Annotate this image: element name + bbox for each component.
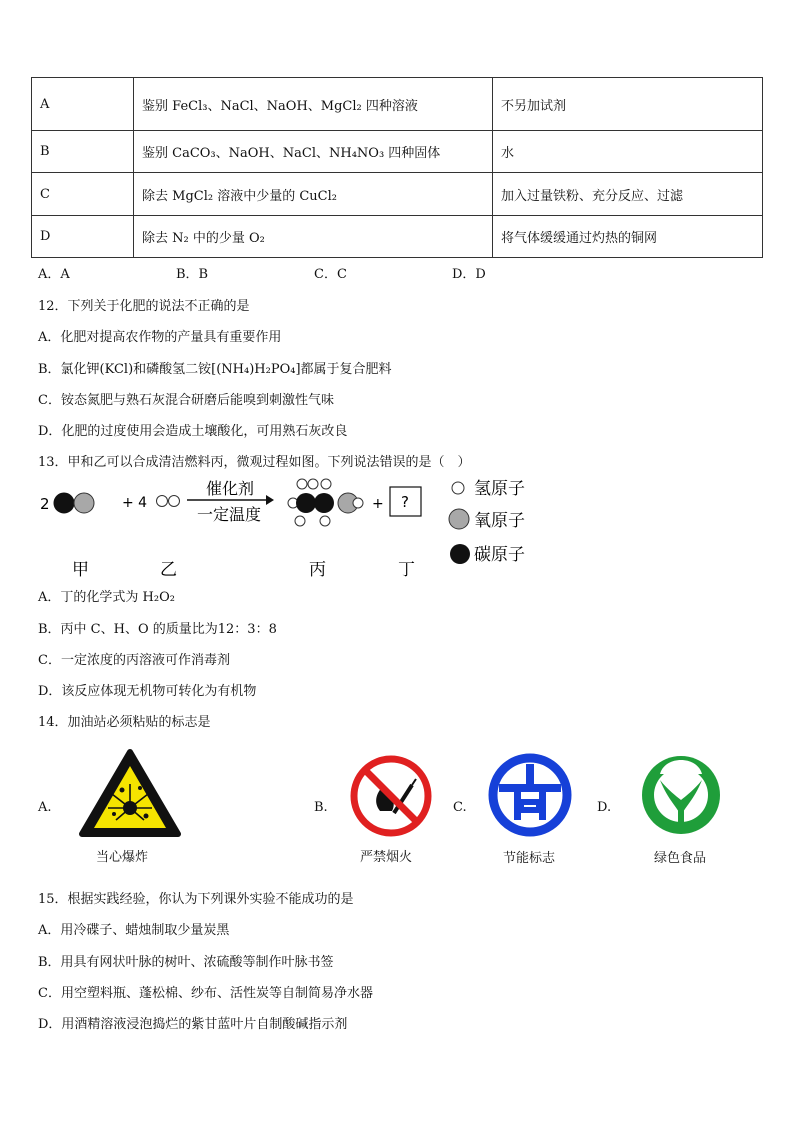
table-row [32, 173, 763, 216]
row-method: 不另加试剂 [493, 78, 763, 131]
choice-a[interactable]: A．A [38, 267, 70, 282]
row-task: 除去 MgCl₂ 溶液中少量的 CuCl₂ [134, 173, 493, 216]
label-ding: 丁 [398, 560, 415, 580]
q12-option-c[interactable]: C．铵态氮肥与熟石灰混合研磨后能嗅到刺激性气味 [38, 393, 334, 408]
options-table [31, 77, 763, 258]
row-task: 鉴别 CaCO₃、NaOH、NaCl、NH₄NO₃ 四种固体 [134, 131, 493, 173]
q15-option-d[interactable]: D．用酒精溶液浸泡捣烂的紫甘蓝叶片自制酸碱指示剂 [38, 1017, 348, 1032]
q15-option-a[interactable]: A．用冷碟子、蜡烛制取少量炭黑 [38, 923, 230, 938]
row-method: 水 [493, 131, 763, 173]
caption-energy-saving: 节能标志 [503, 851, 556, 866]
label-jia: 甲 [72, 560, 89, 580]
label-yi: 乙 [160, 560, 177, 580]
label-bing: 丙 [309, 560, 326, 580]
q14-stem: 14．加油站必须粘贴的标志是 [38, 715, 211, 730]
energy-saving-icon[interactable] [487, 752, 573, 838]
caption-green-food: 绿色食品 [654, 851, 707, 866]
molecule-yi [157, 496, 180, 507]
choice-c[interactable]: C．C [314, 267, 347, 282]
choice-d[interactable]: D．D [452, 267, 486, 282]
caption-no-fire: 严禁烟火 [360, 850, 413, 865]
row-task: 除去 N₂ 中的少量 O₂ [134, 216, 493, 258]
plus-sign: + [372, 496, 384, 512]
legend-hydrogen: 氢原子 [474, 479, 525, 499]
q13-option-a[interactable]: A．丁的化学式为 H₂O₂ [38, 590, 175, 605]
coef-yi: + 4 [122, 495, 148, 511]
q12-option-d[interactable]: D．化肥的过度使用会造成土壤酸化，可用熟石灰改良 [38, 424, 348, 439]
table-row [32, 131, 763, 173]
q12-option-a[interactable]: A．化肥对提高农作物的产量具有重要作用 [38, 330, 282, 345]
row-method: 加入过量铁粉、充分反应、过滤 [493, 173, 763, 216]
molecule-bing [288, 479, 363, 526]
condition-catalyst: 催化剂 [205, 479, 255, 498]
row-method: 将气体缓缓通过灼热的铜网 [493, 216, 763, 258]
unknown-mark: ? [401, 493, 409, 511]
condition-temperature: 一定温度 [196, 505, 262, 524]
legend-carbon-icon [450, 544, 470, 564]
choice-b[interactable]: B．B [176, 267, 209, 282]
q14-letter-c[interactable]: C. [453, 800, 467, 815]
table-row [32, 216, 763, 258]
molecule-jia [54, 493, 94, 513]
q15-option-b[interactable]: B．用具有网状叶脉的树叶、浓硫酸等制作叶脉书签 [38, 955, 334, 970]
row-label: B [32, 131, 134, 173]
q11-choices [38, 263, 590, 282]
q13-option-b[interactable]: B．丙中 C、H、O 的质量比为12：3：8 [38, 622, 277, 637]
q14-letter-a[interactable]: A. [38, 800, 52, 815]
q12-option-b[interactable]: B．氯化钾(KCl)和磷酸氢二铵[(NH₄)H₂PO₄]都属于复合肥料 [38, 362, 392, 377]
q13-option-c[interactable]: C．一定浓度的丙溶液可作消毒剂 [38, 653, 230, 668]
q13-option-d[interactable]: D．该反应体现无机物可转化为有机物 [38, 684, 257, 699]
legend-oxygen: 氧原子 [474, 511, 525, 531]
row-label: A [32, 78, 134, 131]
legend-hydrogen-icon [452, 482, 464, 494]
legend-carbon: 碳原子 [474, 545, 525, 565]
q15-stem: 15．根据实践经验，你认为下列课外实验不能成功的是 [38, 892, 354, 907]
green-food-icon[interactable] [638, 752, 724, 838]
q15-option-c[interactable]: C．用空塑料瓶、蓬松棉、纱布、活性炭等自制简易净水器 [38, 986, 373, 1001]
no-fire-icon[interactable] [350, 755, 432, 837]
row-label: D [32, 216, 134, 258]
legend-oxygen-icon [449, 509, 469, 529]
q13-stem: 13．甲和乙可以合成清洁燃料丙，微观过程如图。下列说法错误的是（ ） [38, 455, 471, 470]
table-row [32, 78, 763, 131]
row-task: 鉴别 FeCl₃、NaCl、NaOH、MgCl₂ 四种溶液 [134, 78, 493, 131]
arrow-head [266, 495, 274, 505]
q14-letter-d[interactable]: D. [597, 800, 612, 815]
reaction-diagram [30, 470, 550, 585]
explosion-warning-icon[interactable] [78, 748, 182, 840]
q12-stem: 12．下列关于化肥的说法不正确的是 [38, 299, 250, 314]
coef-jia: 2 [40, 495, 50, 513]
q14-letter-b[interactable]: B. [314, 800, 328, 815]
row-label: C [32, 173, 134, 216]
caption-explosion: 当心爆炸 [96, 850, 149, 865]
